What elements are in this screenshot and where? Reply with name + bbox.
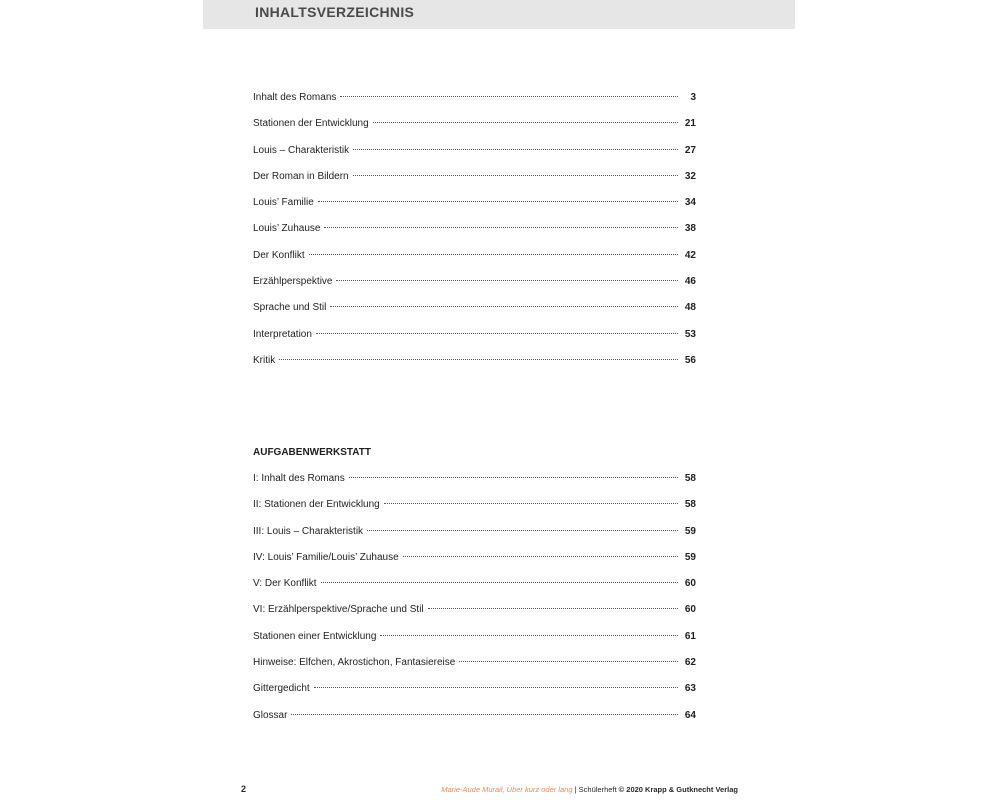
- toc-entry-label: Louis – Charakteristik: [253, 144, 350, 156]
- toc-entry-page: 58: [684, 473, 696, 484]
- toc-entry[interactable]: [253, 626, 696, 652]
- toc-entry-label: IV: Louis’ Familie/Louis’ Zuhause: [253, 551, 399, 563]
- toc-entry[interactable]: [253, 140, 696, 166]
- dot-leader: [353, 149, 678, 150]
- toc-entry-page: 48: [684, 302, 696, 314]
- dot-leader: [314, 687, 678, 688]
- toc-entry-page: 60: [684, 578, 696, 590]
- dot-leader: [340, 96, 678, 97]
- dot-leader: [353, 175, 678, 176]
- toc-entry[interactable]: [253, 192, 696, 218]
- toc-entry-label: III: Louis – Charakteristik: [253, 525, 364, 537]
- toc-entry-label: Sprache und Stil: [253, 302, 327, 314]
- toc-entry[interactable]: [253, 245, 696, 271]
- toc-entry-label: Der Roman in Bildern: [253, 170, 349, 182]
- toc-entry[interactable]: [253, 652, 696, 678]
- footer-separator: | Schülerheft: [572, 785, 619, 794]
- dot-leader: [309, 254, 678, 255]
- page-title: INHALTSVERZEICHNIS: [255, 4, 415, 20]
- dot-leader: [291, 714, 678, 715]
- toc-entry-label: Glossar: [253, 709, 288, 721]
- table-of-contents: [253, 87, 696, 376]
- dot-leader: [428, 608, 678, 609]
- toc-entry[interactable]: [253, 547, 696, 573]
- toc-entry[interactable]: [253, 705, 696, 731]
- toc-entry-label: Louis’ Zuhause: [253, 223, 321, 235]
- toc-entry-label: V: Der Konflikt: [253, 578, 317, 590]
- toc-entry[interactable]: [253, 87, 696, 113]
- toc-entry-page: 21: [684, 118, 696, 130]
- toc-entry-page: 58: [684, 499, 696, 511]
- toc-entry-page: 64: [684, 709, 696, 721]
- toc-entry-page: 42: [684, 249, 696, 261]
- toc-entry-page: 46: [684, 276, 696, 288]
- dot-leader: [279, 359, 678, 360]
- toc-entry[interactable]: [253, 113, 696, 139]
- dot-leader: [373, 122, 678, 123]
- dot-leader: [384, 503, 678, 504]
- dot-leader: [324, 227, 678, 228]
- toc-entry-label: Gittergedicht: [253, 683, 310, 695]
- toc-entry-label: II: Stationen der Entwicklung: [253, 499, 380, 511]
- toc-entry-page: 60: [684, 604, 696, 616]
- toc-entry[interactable]: [253, 494, 696, 520]
- toc-entry[interactable]: [253, 166, 696, 192]
- toc-entry[interactable]: [253, 521, 696, 547]
- footer-publisher: © 2020 Krapp & Gutknecht Verlag: [618, 785, 738, 794]
- toc-entry-page: 32: [684, 170, 696, 182]
- dot-leader: [380, 635, 678, 636]
- toc-entry-page: 34: [684, 197, 696, 209]
- dot-leader: [403, 556, 678, 557]
- section-heading: AUFGABENWERKSTATT: [253, 447, 371, 458]
- toc-entry-label: Der Konflikt: [253, 249, 305, 261]
- toc-entry[interactable]: [253, 573, 696, 599]
- toc-entry[interactable]: [253, 678, 696, 704]
- toc-entry-label: Erzählperspektive: [253, 276, 333, 288]
- toc-entry-label: Kritik: [253, 354, 276, 366]
- toc-entry-page: 53: [684, 328, 696, 340]
- toc-entry[interactable]: [253, 468, 696, 494]
- toc-entry-page: 38: [684, 223, 696, 235]
- footer-book-title: Marie-Aude Murail, Über kurz oder lang: [441, 785, 573, 794]
- toc-entry[interactable]: [253, 350, 696, 376]
- toc-entry-label: Stationen der Entwicklung: [253, 118, 369, 130]
- dot-leader: [367, 530, 678, 531]
- toc-entry-label: Louis’ Familie: [253, 197, 314, 209]
- dot-leader: [321, 582, 678, 583]
- toc-entry[interactable]: [253, 218, 696, 244]
- toc-entry-page: 62: [684, 657, 696, 669]
- toc-entry-page: 61: [684, 630, 696, 642]
- toc-entry-page: 56: [684, 354, 696, 366]
- dot-leader: [318, 201, 678, 202]
- toc-entry-label: Inhalt des Romans: [253, 92, 337, 103]
- toc-entry-page: 3: [690, 92, 696, 103]
- toc-entry[interactable]: [253, 297, 696, 323]
- toc-entry-page: 59: [684, 525, 696, 537]
- header-band: [203, 0, 795, 29]
- toc-entry[interactable]: [253, 599, 696, 625]
- dot-leader: [330, 306, 678, 307]
- dot-leader: [459, 661, 678, 662]
- toc-entry-label: VI: Erzählperspektive/Sprache und Stil: [253, 604, 424, 616]
- toc-entry-page: 27: [684, 144, 696, 156]
- footer-page-number: 2: [241, 784, 247, 794]
- footer-credit: [441, 785, 738, 794]
- dot-leader: [349, 477, 678, 478]
- toc-entry[interactable]: [253, 324, 696, 350]
- toc-entry-label: Interpretation: [253, 328, 312, 340]
- toc-entry-page: 59: [684, 551, 696, 563]
- toc-entry-label: I: Inhalt des Romans: [253, 473, 345, 484]
- toc-entry-page: 63: [684, 683, 696, 695]
- toc-entry-label: Hinweise: Elfchen, Akrostichon, Fantasiereise: [253, 657, 456, 669]
- task-workshop-contents: [253, 442, 696, 731]
- toc-entry-label: Stationen einer Entwicklung: [253, 630, 377, 642]
- dot-leader: [316, 333, 678, 334]
- toc-entry[interactable]: [253, 271, 696, 297]
- dot-leader: [336, 280, 678, 281]
